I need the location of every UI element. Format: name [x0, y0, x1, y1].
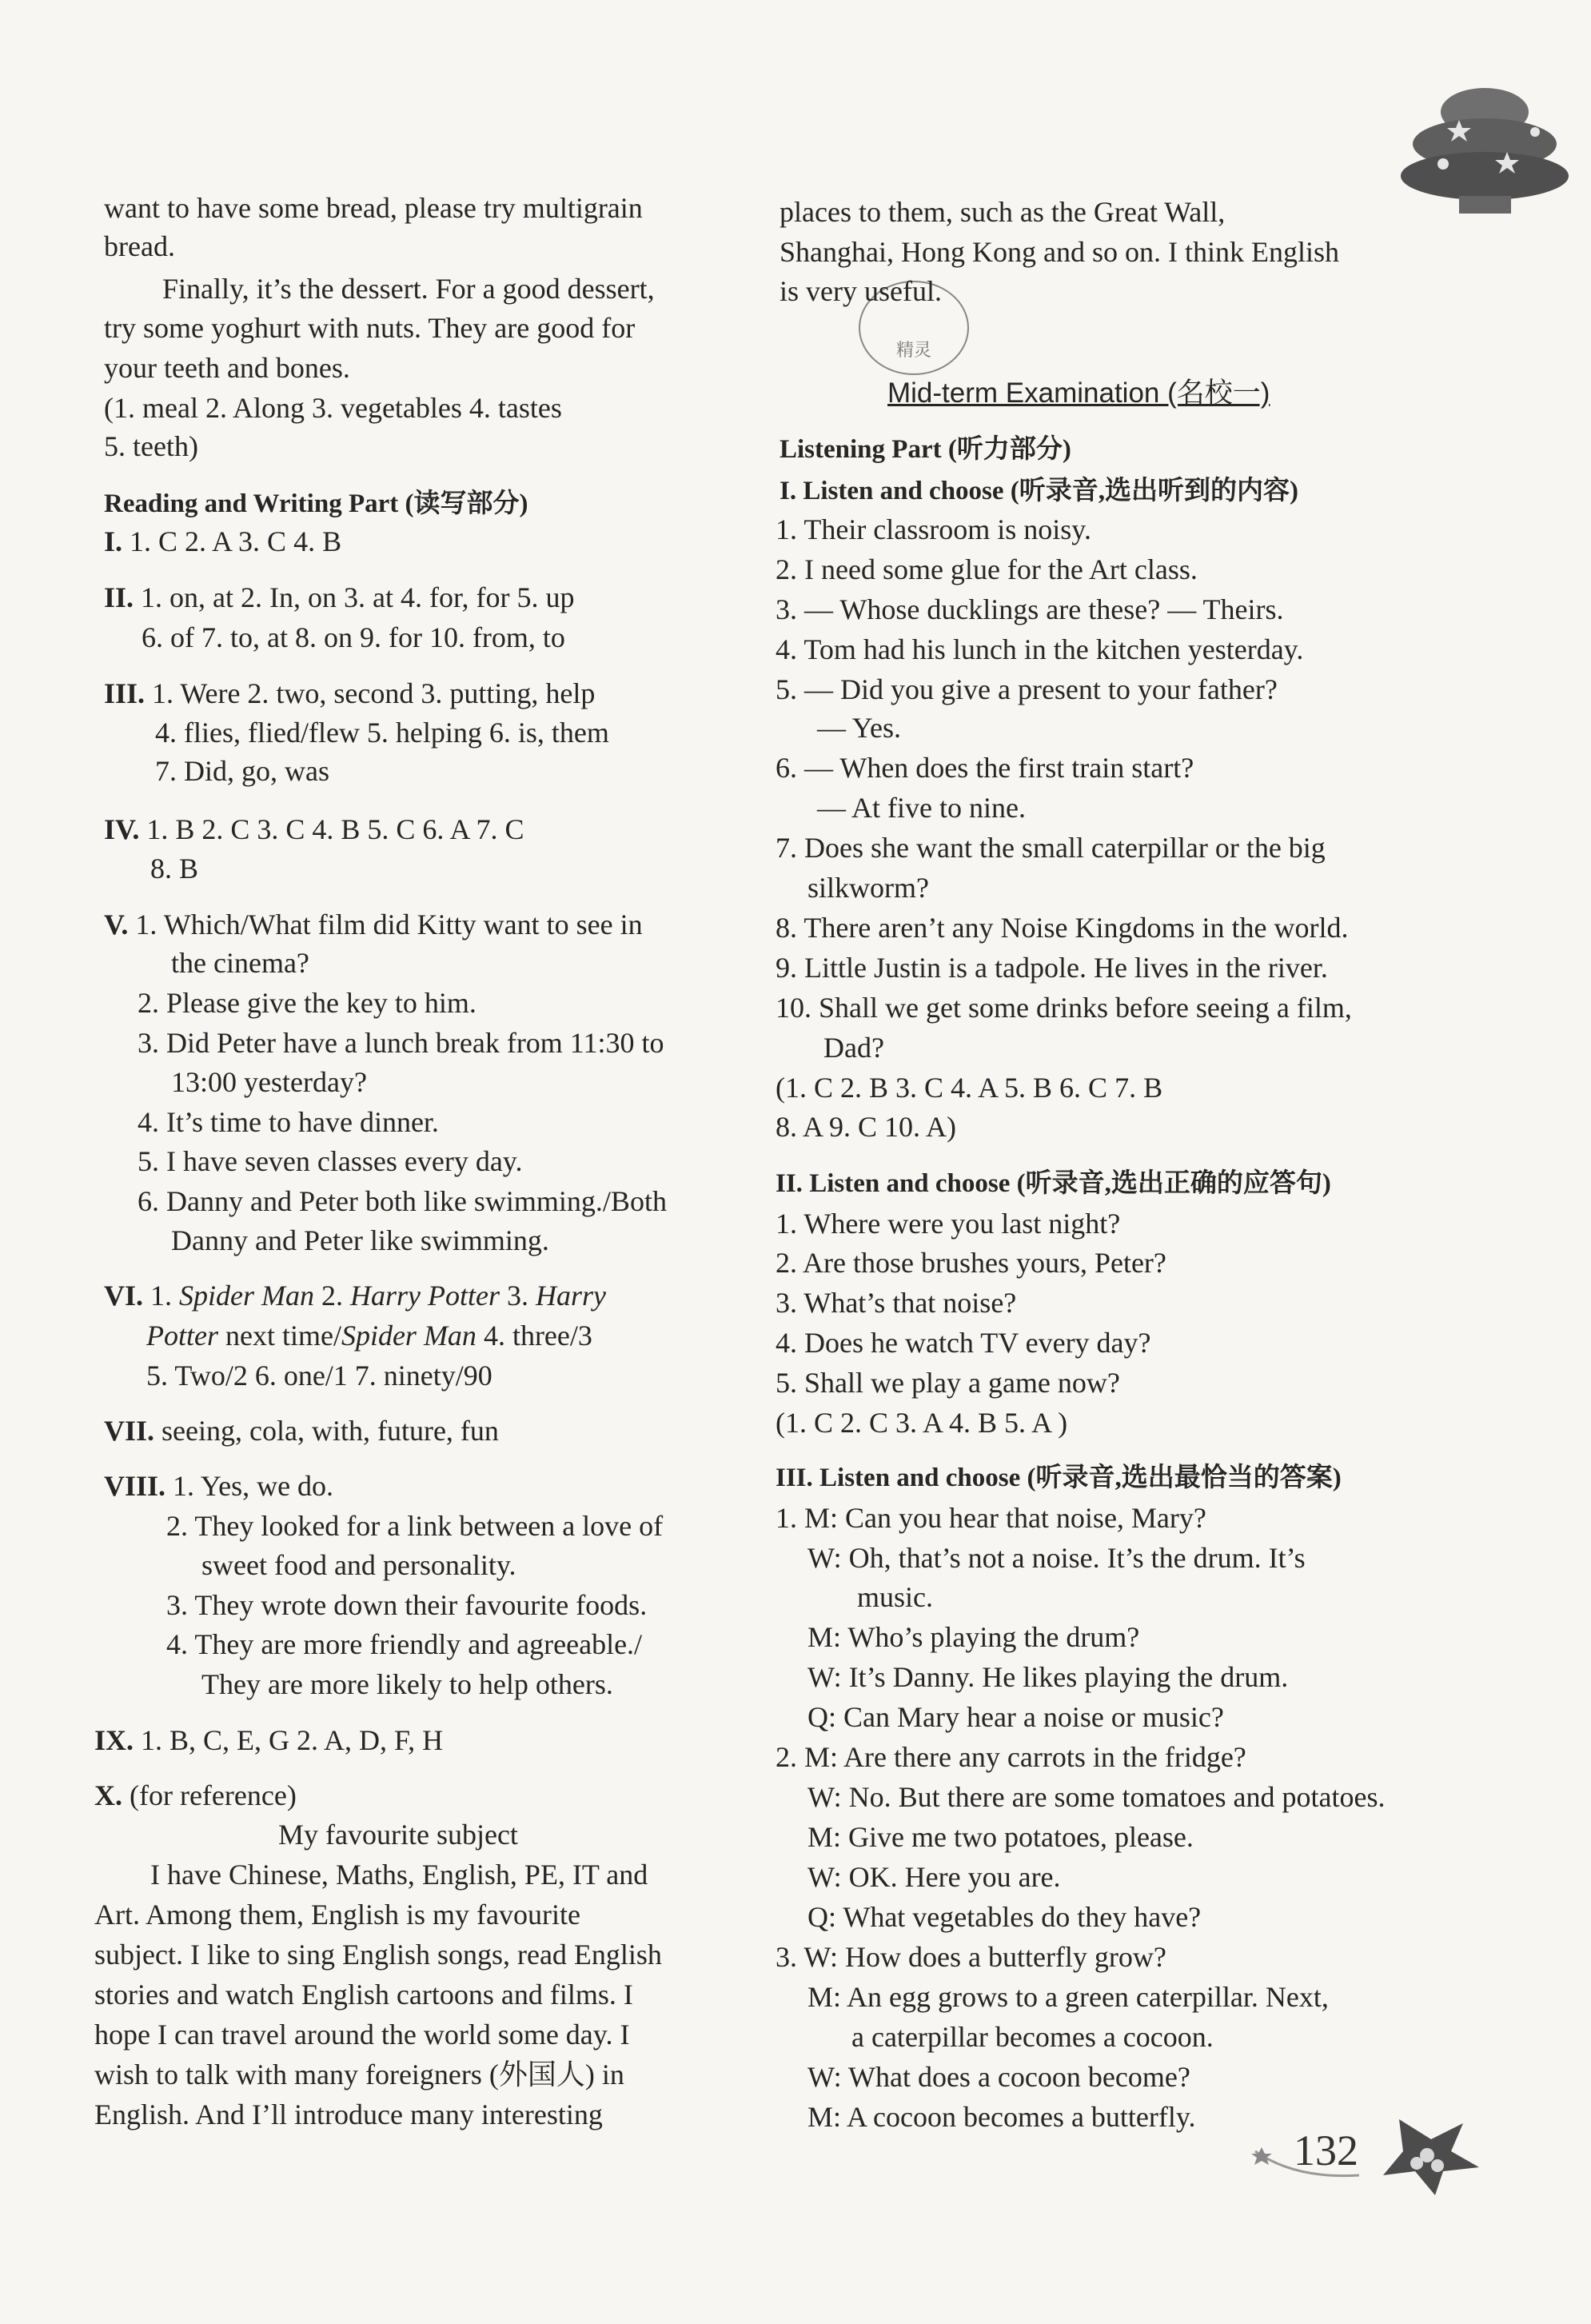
answer-row-I: I. 1. C 2. A 3. C 4. B [104, 525, 342, 557]
item-line: Dad? [823, 1032, 884, 1064]
item-line: 4. Does he watch TV every day? [776, 1327, 1151, 1359]
subsection-heading: III. Listen and choose (听录音,选出最恰当的答案) [776, 1463, 1342, 1492]
text-line: Finally, it’s the dessert. For a good dessert, [162, 273, 655, 305]
essay-line: places to them, such as the Great Wall, [780, 196, 1226, 228]
essay-line: subject. I like to sing English songs, read English [94, 1939, 662, 1971]
essay-line: stories and watch English cartoons and films. I [94, 1979, 633, 2011]
dialogue-line: Q: What vegetables do they have? [807, 1901, 1202, 1933]
answer-line: 8. A 9. C 10. A) [776, 1111, 957, 1143]
section-heading: Reading and Writing Part (读写部分) [104, 489, 528, 518]
answer-line: (1. C 2. B 3. C 4. A 5. B 6. C 7. B [776, 1072, 1163, 1104]
item-line: 3. — Whose ducklings are these? — Theirs. [776, 593, 1284, 625]
answer-row-VIII: VIII. 1. Yes, we do. [104, 1470, 334, 1502]
item-line: 1. Their classroom is noisy. [776, 513, 1091, 545]
answer-row-VI: VI. 1. Spider Man 2. Harry Potter 3. Harry [104, 1280, 606, 1312]
answer-line: 4. flies, flied/flew 5. helping 6. is, them [155, 717, 609, 749]
dialogue-line: W: It’s Danny. He likes playing the drum. [807, 1661, 1289, 1693]
answer-line: 5. Two/2 6. one/1 7. ninety/90 [146, 1360, 492, 1392]
answer-line: 2. They looked for a link between a love of [166, 1510, 664, 1542]
answer-line: They are more likely to help others. [201, 1668, 613, 1700]
item-line: 1. Where were you last night? [776, 1208, 1121, 1240]
dialogue-line: a caterpillar becomes a cocoon. [851, 2021, 1214, 2053]
dialogue-line: music. [857, 1581, 933, 1613]
text-line: bread. [104, 230, 175, 262]
christmas-tree-icon [1395, 76, 1575, 216]
page-number: 132 [1294, 2126, 1358, 2174]
essay-line: Shanghai, Hong Kong and so on. I think English [780, 236, 1339, 268]
dialogue-line: M: Who’s playing the drum? [807, 1621, 1140, 1653]
subsection-heading: I. Listen and choose (听录音,选出听到的内容) [780, 477, 1299, 505]
dialogue-line: M: An egg grows to a green caterpillar. Next, [807, 1981, 1329, 2013]
answer-row-VII: VII. seeing, cola, with, future, fun [104, 1415, 499, 1447]
item-line: 9. Little Justin is a tadpole. He lives in the river. [776, 952, 1328, 984]
answer-row-X: X. (for reference) [94, 1779, 297, 1811]
essay-line: Art. Among them, English is my favourite [94, 1899, 580, 1931]
dialogue-line: W: What does a cocoon become? [807, 2061, 1190, 2093]
text-line: your teeth and bones. [104, 352, 350, 384]
answer-line: 4. They are more friendly and agreeable./ [166, 1628, 643, 1660]
item-line: silkworm? [807, 872, 929, 904]
text-line: want to have some bread, please try multigrain [104, 192, 643, 224]
essay-line: hope I can travel around the world some day. I [94, 2019, 630, 2050]
dialogue-line: M: A cocoon becomes a butterfly. [807, 2101, 1196, 2133]
exam-title: Mid-term Examination (名校一) [887, 377, 1270, 409]
dialogue-line: Q: Can Mary hear a noise or music? [807, 1701, 1224, 1733]
section-heading: Listening Part (听力部分) [780, 435, 1071, 464]
answer-row-III: III. 1. Were 2. two, second 3. putting, help [104, 677, 596, 709]
answer-line: 6. of 7. to, at 8. on 9. for 10. from, to [142, 621, 565, 653]
answer-line: (1. meal 2. Along 3. vegetables 4. tastes [104, 392, 562, 424]
answer-line: 6. Danny and Peter both like swimming./Both [138, 1185, 667, 1217]
answer-line: 13:00 yesterday? [171, 1066, 367, 1098]
dialogue-line: 2. M: Are there any carrots in the fridge? [776, 1741, 1246, 1773]
svg-text:精灵: 精灵 [895, 341, 932, 361]
answer-line: 5. teeth) [104, 430, 198, 462]
answer-line: sweet food and personality. [201, 1549, 516, 1581]
holly-decoration-icon [1247, 2103, 1487, 2199]
item-line: 8. There aren’t any Noise Kingdoms in the world. [776, 912, 1349, 944]
item-line: 7. Does she want the small caterpillar or the big [776, 832, 1326, 864]
item-line: 6. — When does the first train start? [776, 752, 1194, 784]
answer-line: 3. Did Peter have a lunch break from 11:30 to [138, 1027, 664, 1059]
text-line: try some yoghurt with nuts. They are good for [104, 312, 636, 344]
answer-line: 3. They wrote down their favourite foods. [166, 1589, 648, 1621]
answer-row-IV: IV. 1. B 2. C 3. C 4. B 5. C 6. A 7. C [104, 813, 524, 845]
item-line: 10. Shall we get some drinks before seeing a film, [776, 992, 1352, 1024]
dialogue-line: W: Oh, that’s not a noise. It’s the drum. It’s [807, 1542, 1306, 1574]
item-line: 4. Tom had his lunch in the kitchen yesterday. [776, 633, 1304, 665]
answer-line: the cinema? [171, 947, 309, 979]
essay-line: is very useful. [780, 275, 942, 307]
answer-row-IX: IX. 1. B, C, E, G 2. A, D, F, H [94, 1724, 444, 1756]
answer-line: Danny and Peter like swimming. [171, 1224, 549, 1256]
item-line: 5. — Did you give a present to your father? [776, 673, 1278, 705]
answer-line: 5. I have seven classes every day. [138, 1145, 523, 1177]
item-line: 2. Are those brushes yours, Peter? [776, 1247, 1166, 1279]
dialogue-line: M: Give me two potatoes, please. [807, 1821, 1194, 1853]
dialogue-line: W: OK. Here you are. [807, 1861, 1061, 1893]
answer-line: 8. B [150, 853, 199, 884]
essay-line: I have Chinese, Maths, English, PE, IT and [150, 1859, 648, 1891]
essay-title: My favourite subject [278, 1819, 518, 1851]
subsection-heading: II. Listen and choose (听录音,选出正确的应答句) [776, 1169, 1331, 1198]
answer-row-II: II. 1. on, at 2. In, on 3. at 4. for, for 5. up [104, 581, 575, 613]
item-line: — At five to nine. [817, 792, 1026, 824]
answer-line: 4. It’s time to have dinner. [138, 1106, 439, 1138]
item-line: — Yes. [817, 712, 902, 744]
dialogue-line: 3. W: How does a butterfly grow? [776, 1941, 1166, 1973]
item-line: 3. What’s that noise? [776, 1287, 1017, 1319]
essay-line: wish to talk with many foreigners (外国人) in [94, 2058, 624, 2090]
essay-line: English. And I’ll introduce many interesting [94, 2098, 603, 2130]
answer-line: 2. Please give the key to him. [138, 987, 477, 1019]
answer-line: Potter next time/Spider Man 4. three/3 [146, 1320, 592, 1352]
answer-line: 7. Did, go, was [155, 755, 329, 787]
item-line: 5. Shall we play a game now? [776, 1367, 1120, 1399]
dialogue-line: W: No. But there are some tomatoes and potatoes. [807, 1781, 1386, 1813]
item-line: 2. I need some glue for the Art class. [776, 553, 1198, 585]
dialogue-line: 1. M: Can you hear that noise, Mary? [776, 1502, 1206, 1534]
answer-row-V: V. 1. Which/What film did Kitty want to see in [104, 908, 643, 940]
answer-line: (1. C 2. C 3. A 4. B 5. A ) [776, 1407, 1068, 1439]
